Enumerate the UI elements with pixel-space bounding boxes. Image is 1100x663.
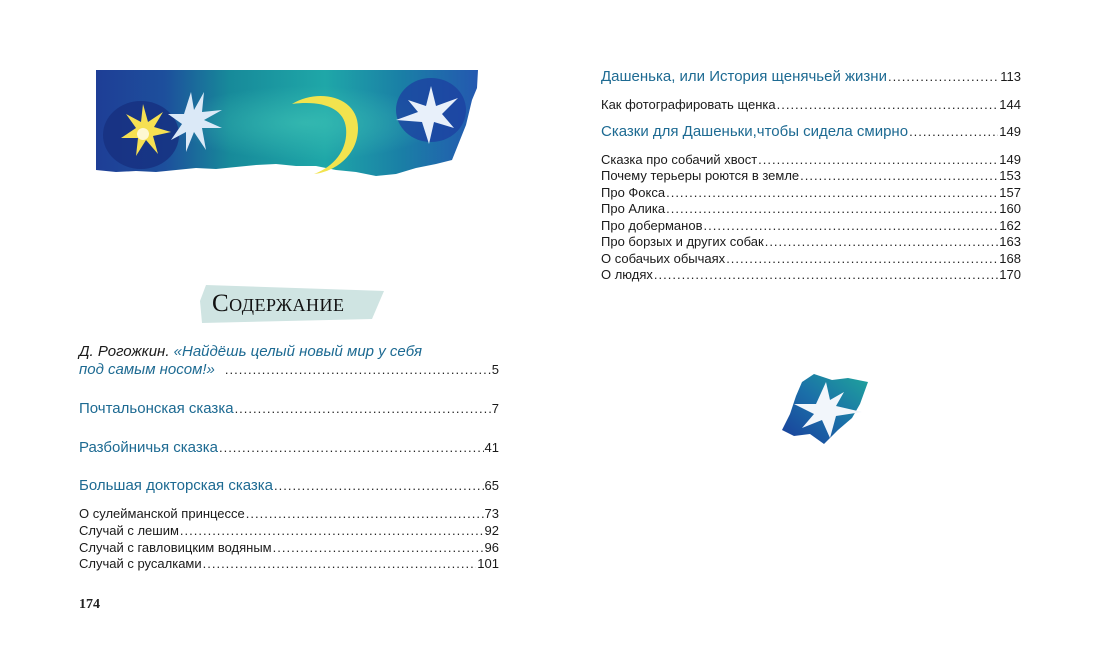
page-number: 168 <box>999 251 1021 266</box>
toc-entry-intro[interactable] <box>79 343 499 379</box>
leader-dots <box>235 401 491 416</box>
entry-title: Сказка про собачий хвост <box>601 152 758 167</box>
toc-entry[interactable] <box>601 218 1021 233</box>
leader-dots <box>273 540 484 555</box>
intro-author: Д. Рогожкин. <box>79 343 170 360</box>
page-number: 153 <box>999 168 1021 183</box>
page-number: 157 <box>999 185 1021 200</box>
entry-title: Про доберманов <box>601 218 703 233</box>
leader-dots <box>180 523 484 538</box>
toc-entry[interactable] <box>601 234 1021 249</box>
contents-heading <box>198 283 390 325</box>
leader-dots <box>765 234 999 249</box>
intro-title-line2: под самым носом!» <box>79 361 215 378</box>
page-number: 7 <box>491 401 499 416</box>
entry-title: Случай с гавловицким водяным <box>79 540 272 555</box>
leader-dots <box>654 267 998 282</box>
entry-title: Про борзых и других собак <box>601 234 764 249</box>
toc-entry[interactable] <box>79 477 499 494</box>
entry-title: Почтальонская сказка <box>79 400 234 417</box>
entry-title: Разбойничья сказка <box>79 439 218 456</box>
entry-title: Как фотографировать щенка <box>601 97 776 112</box>
entry-title: Случай с лешим <box>79 523 179 538</box>
page-number: 96 <box>484 540 499 555</box>
leader-dots <box>219 440 484 455</box>
toc-entry[interactable] <box>79 439 499 456</box>
page-number: 73 <box>484 506 499 521</box>
entry-title: Про Алика <box>601 201 666 216</box>
leader-dots <box>225 361 491 379</box>
page-number: 41 <box>484 440 499 455</box>
leader-dots <box>909 124 998 139</box>
leader-dots <box>888 69 999 84</box>
leader-dots <box>666 185 998 200</box>
toc-entry[interactable] <box>79 556 499 571</box>
page-number: 5 <box>491 362 499 377</box>
page-number: 144 <box>999 97 1021 112</box>
page-title: Содержание <box>212 290 345 317</box>
page-number: 160 <box>999 201 1021 216</box>
night-sky-illustration <box>96 70 478 182</box>
leader-dots <box>703 218 998 233</box>
toc-entry[interactable] <box>601 201 1021 216</box>
page-number: 162 <box>999 218 1021 233</box>
leader-dots <box>800 168 998 183</box>
toc-entry[interactable] <box>601 97 1021 112</box>
entry-title: Случай с русалками <box>79 556 202 571</box>
leader-dots <box>726 251 998 266</box>
entry-title: О собачьих обычаях <box>601 251 726 266</box>
leader-dots <box>777 97 999 112</box>
page-number: 92 <box>484 523 499 538</box>
page-number: 101 <box>477 556 499 571</box>
entry-title: Сказки для Дашеньки,чтобы сидела смирно <box>601 123 909 140</box>
leader-dots <box>666 201 998 216</box>
toc-entry[interactable] <box>79 400 499 417</box>
page-number-folio: 174 <box>79 597 100 612</box>
toc-entry[interactable] <box>601 185 1021 200</box>
toc-entry[interactable] <box>601 123 1021 140</box>
leader-dots <box>758 152 998 167</box>
page-number: 113 <box>1000 69 1021 84</box>
leader-dots <box>203 556 477 571</box>
entry-title: О людях <box>601 267 653 282</box>
toc-entry[interactable] <box>601 168 1021 183</box>
entry-title: Дашенька, или История щенячьей жизни <box>601 68 887 85</box>
leader-dots <box>274 478 484 493</box>
toc-entry[interactable] <box>601 68 1021 85</box>
entry-title: Большая докторская сказка <box>79 477 274 494</box>
toc-entry[interactable] <box>601 267 1021 282</box>
toc-entry[interactable] <box>601 251 1021 266</box>
toc-entry[interactable] <box>79 540 499 555</box>
star-ornament-illustration <box>780 374 872 446</box>
toc-entry[interactable] <box>79 506 499 521</box>
page-number: 163 <box>999 234 1021 249</box>
toc-entry[interactable] <box>79 523 499 538</box>
entry-title: О сулейманской принцессе <box>79 506 245 521</box>
entry-title: Почему терьеры роются в земле <box>601 168 800 183</box>
entry-title: Про Фокса <box>601 185 666 200</box>
leader-dots <box>246 506 484 521</box>
toc-entry[interactable] <box>601 152 1021 167</box>
page-number: 149 <box>999 124 1021 139</box>
page-number: 170 <box>999 267 1021 282</box>
page-number: 65 <box>484 478 499 493</box>
page-number: 149 <box>999 152 1021 167</box>
intro-title-line1: «Найдёшь целый новый мир у себя <box>173 343 422 360</box>
